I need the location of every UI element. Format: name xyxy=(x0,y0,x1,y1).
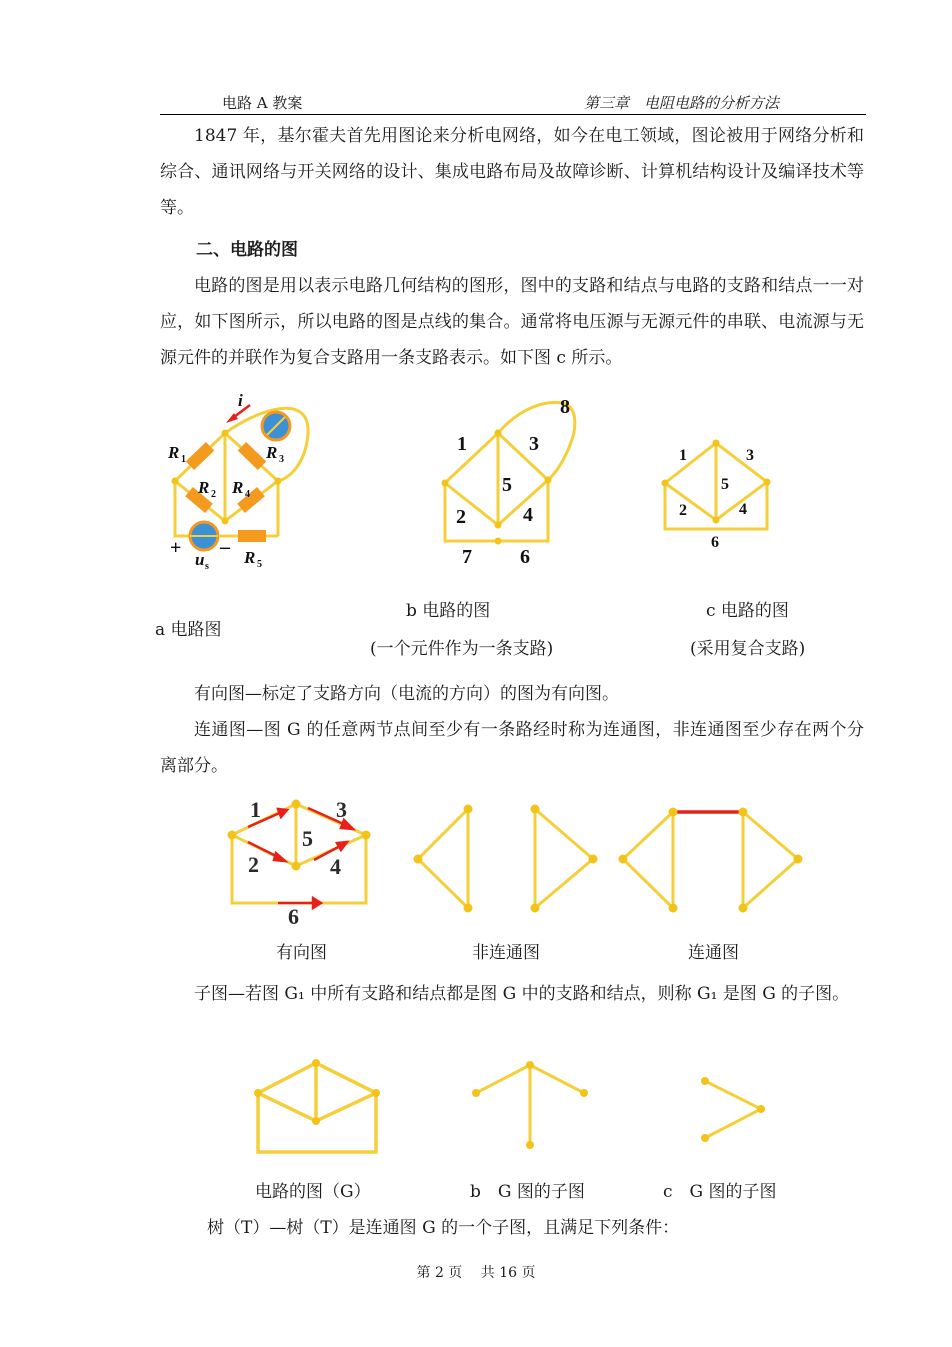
graph-c-label-2: 2 xyxy=(679,502,687,519)
paragraph-history: 1847 年，基尔霍夫首先用图论来分析电网络，如今在电工领域，图论被用于网络分析和综合、通讯网络与开关网络的设计、集成电路布局及故障诊断、计算机结构设计及编译技术等等。 xyxy=(160,126,864,218)
paragraph-circuit-graph: 电路的图是用以表示电路几何结构的图形，图中的支路和结点与电路的支路和结点一一对应，如下图所示，所以电路的图是点线的集合。通常将电压源与无源元件的串联、电流源与无源元件的并联作为复合支路用一条支路表示。如下图 c 所示。 xyxy=(160,276,864,368)
graph-c-label-1: 1 xyxy=(679,447,687,464)
caption-graph-g: 电路的图（G） xyxy=(255,1182,371,1202)
caption-c-title: c 电路的图 xyxy=(706,601,789,621)
label-r2: R xyxy=(198,478,210,497)
graph-b-label-7: 7 xyxy=(462,546,472,568)
graph-c-label-6: 6 xyxy=(711,534,719,551)
subgraph-b xyxy=(472,1061,588,1149)
label-r4-sub: 4 xyxy=(245,489,250,500)
graph-b xyxy=(442,396,575,568)
directed-label-3: 3 xyxy=(336,797,347,822)
label-minus: – xyxy=(220,536,230,558)
directed-label-5: 5 xyxy=(302,826,313,851)
connected-graph xyxy=(619,808,803,913)
figure-directed-connected xyxy=(220,790,820,930)
graph-b-label-6: 6 xyxy=(520,546,530,568)
directed-label-1: 1 xyxy=(250,797,261,822)
caption-b-note: (一个元件作为一条支路) xyxy=(370,639,554,659)
definition-directed-graph: 有向图—标定了支路方向（电流的方向）的图为有向图。 xyxy=(194,684,619,704)
label-r1: R xyxy=(168,443,180,462)
disconnected-graph xyxy=(414,805,598,913)
graph-b-label-1: 1 xyxy=(457,433,467,455)
directed-label-6: 6 xyxy=(288,904,299,929)
graph-c-label-4: 4 xyxy=(739,501,747,518)
definition-connected-graph: 连通图—图 G 的任意两节点间至少有一条路经时称为连通图，非连通图至少存在两个分离部分。 xyxy=(160,720,864,776)
label-us-sub: s xyxy=(205,561,209,572)
section-heading: 二、电路的图 xyxy=(196,240,298,260)
figure-subgraphs xyxy=(240,1050,780,1170)
circuit-diagram xyxy=(167,391,308,572)
figure-circuit-graphs xyxy=(150,388,850,588)
definition-tree: 树（T）—树（T）是连通图 G 的一个子图，且满足下列条件： xyxy=(207,1218,680,1238)
graph-g xyxy=(254,1059,380,1152)
caption-b-title: b 电路的图 xyxy=(406,601,491,621)
header-chapter-title: 第三章 电阻电路的分析方法 xyxy=(584,94,780,112)
caption-connected-graph: 连通图 xyxy=(688,943,739,963)
header-course-title: 电路 A 教案 xyxy=(222,94,303,112)
graph-b-label-3: 3 xyxy=(529,433,539,455)
caption-subgraph-c: c G 图的子图 xyxy=(663,1182,777,1202)
label-r5: R xyxy=(244,548,256,567)
label-us: u xyxy=(195,550,205,569)
label-r3-sub: 3 xyxy=(279,454,284,465)
label-plus: + xyxy=(170,537,182,559)
caption-a: a 电路图 xyxy=(155,620,222,640)
label-r1-sub: 1 xyxy=(181,454,186,465)
label-current-i: i xyxy=(238,391,243,410)
caption-directed-graph: 有向图 xyxy=(276,943,327,963)
graph-c xyxy=(662,440,771,552)
graph-b-label-5: 5 xyxy=(502,474,512,496)
graph-b-label-4: 4 xyxy=(523,504,533,526)
label-r4: R xyxy=(232,478,244,497)
graph-c-label-3: 3 xyxy=(746,447,754,464)
graph-b-label-8: 8 xyxy=(560,396,570,418)
label-r5-sub: 5 xyxy=(257,559,262,570)
directed-graph xyxy=(228,797,371,929)
directed-label-2: 2 xyxy=(248,852,259,877)
caption-disconnected-graph: 非连通图 xyxy=(472,943,540,963)
subgraph-c xyxy=(701,1077,765,1142)
label-r3: R xyxy=(266,443,278,462)
header-rule xyxy=(160,114,866,115)
label-r2-sub: 2 xyxy=(211,489,216,500)
page-footer: 第 2 页 共 16 页 xyxy=(416,1265,536,1281)
graph-c-label-5: 5 xyxy=(721,476,729,493)
caption-subgraph-b: b G 图的子图 xyxy=(470,1182,585,1202)
caption-c-note: (采用复合支路) xyxy=(690,639,806,659)
directed-label-4: 4 xyxy=(330,854,341,879)
definition-subgraph: 子图—若图 G₁ 中所有支路和结点都是图 G 中的支路和结点，则称 G₁ 是图 G 的子图。 xyxy=(194,984,850,1004)
graph-b-label-2: 2 xyxy=(456,506,466,528)
